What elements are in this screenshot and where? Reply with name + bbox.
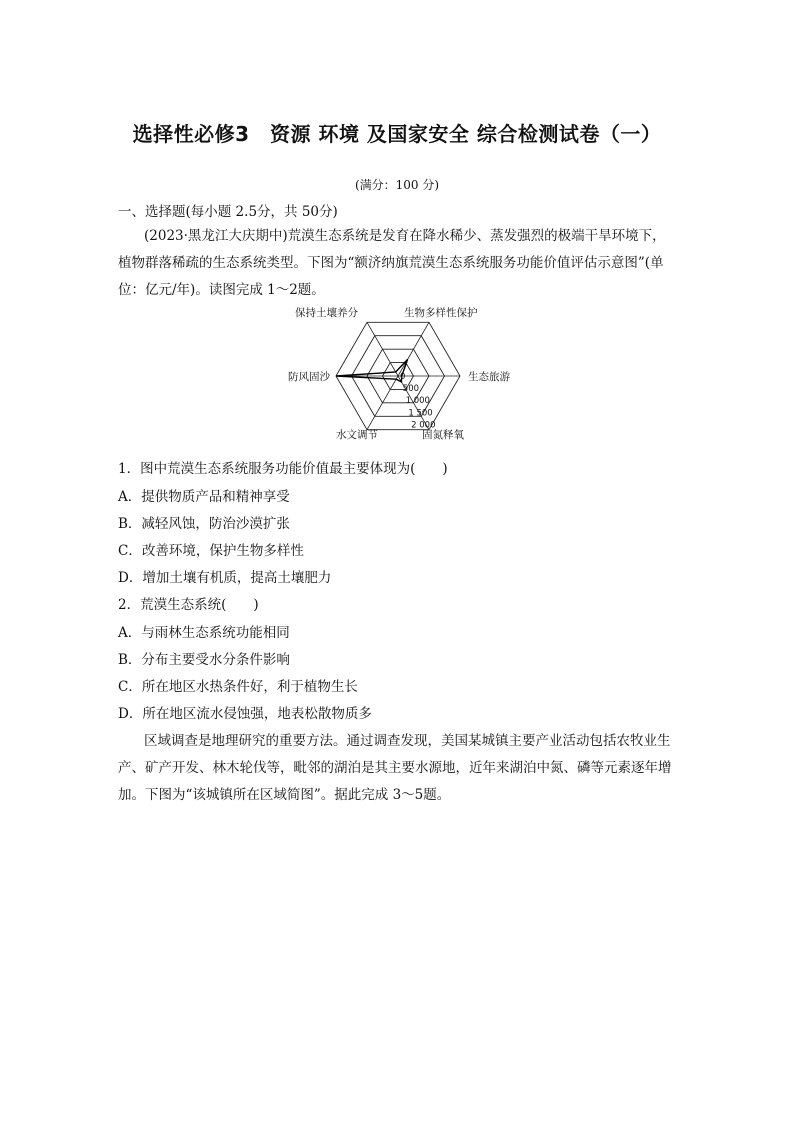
q1-option-a[interactable]: A．提供物质产品和精神享受	[118, 489, 290, 505]
radar-chart	[278, 300, 518, 445]
radar-tick-label: 2 000	[411, 420, 436, 431]
q2-option-b[interactable]: B．分布主要受水分条件影响	[118, 652, 290, 668]
radar-tick-label: 500	[402, 384, 420, 395]
q2-option-d[interactable]: D．所在地区流水侵蚀强，地表松散物质多	[118, 706, 372, 722]
intro-paragraph-2	[118, 728, 678, 809]
question-2-stem: 2．荒漠生态系统( )	[118, 597, 259, 613]
q2-option-c[interactable]: C．所在地区水热条件好，利于植物生长	[118, 679, 358, 695]
intro-paragraph-1	[118, 223, 678, 304]
radar-tick-label: 0	[400, 372, 406, 382]
radar-axis-label: 防风固沙	[288, 371, 330, 383]
radar-axis-label: 保持土壤养分	[295, 307, 358, 319]
radar-axis-label: 生物多样性保护	[404, 307, 478, 319]
intro-1-text: (2023·黑龙江大庆期中)荒漠生态系统是发育在降水稀少、蒸发强烈的极端干旱环境下，植物群落稀疏的生态系统类型。下图为“额济纳旗荒漠生态系统服务功能价值评估示意图”(单位：亿元/年)。读图完成 1～2题。	[118, 228, 666, 298]
intro-2-text: 区域调查是地理研究的重要方法。通过调查发现，美国某城镇主要产业活动包括农牧业生产、矿产开发、林木轮伐等，毗邻的湖泊是其主要水源地，近年来湖泊中氮、磷等元素逐年增加。下图为“该城镇所在区域简图”。据此完成 3～5题。	[118, 733, 672, 803]
q1-option-d[interactable]: D．增加土壤有机质，提高土壤肥力	[118, 570, 332, 586]
radar-axis-label: 水文调节	[336, 429, 378, 441]
q2-option-a[interactable]: A．与雨林生态系统功能相同	[118, 625, 290, 641]
page-title: 选择性必修3 资源 环境 及国家安全 综合检测试卷（一）	[132, 122, 662, 146]
radar-axis-label: 固氮释氧	[422, 429, 464, 441]
radar-grid	[336, 322, 460, 429]
radar-axis-label: 生态旅游	[468, 371, 510, 383]
radar-tick-label: 1 500	[408, 408, 433, 419]
radar-tick-label: 1 000	[405, 396, 430, 407]
section-heading: 一、选择题(每小题 2.5分，共 50分)	[118, 204, 338, 220]
question-1-stem: 1．图中荒漠生态系统服务功能价值最主要体现为( )	[118, 461, 448, 477]
q1-option-c[interactable]: C．改善环境，保护生物多样性	[118, 543, 304, 559]
score-note: (满分：100 分)	[354, 178, 440, 192]
q1-option-b[interactable]: B．减轻风蚀，防治沙漠扩张	[118, 516, 290, 532]
